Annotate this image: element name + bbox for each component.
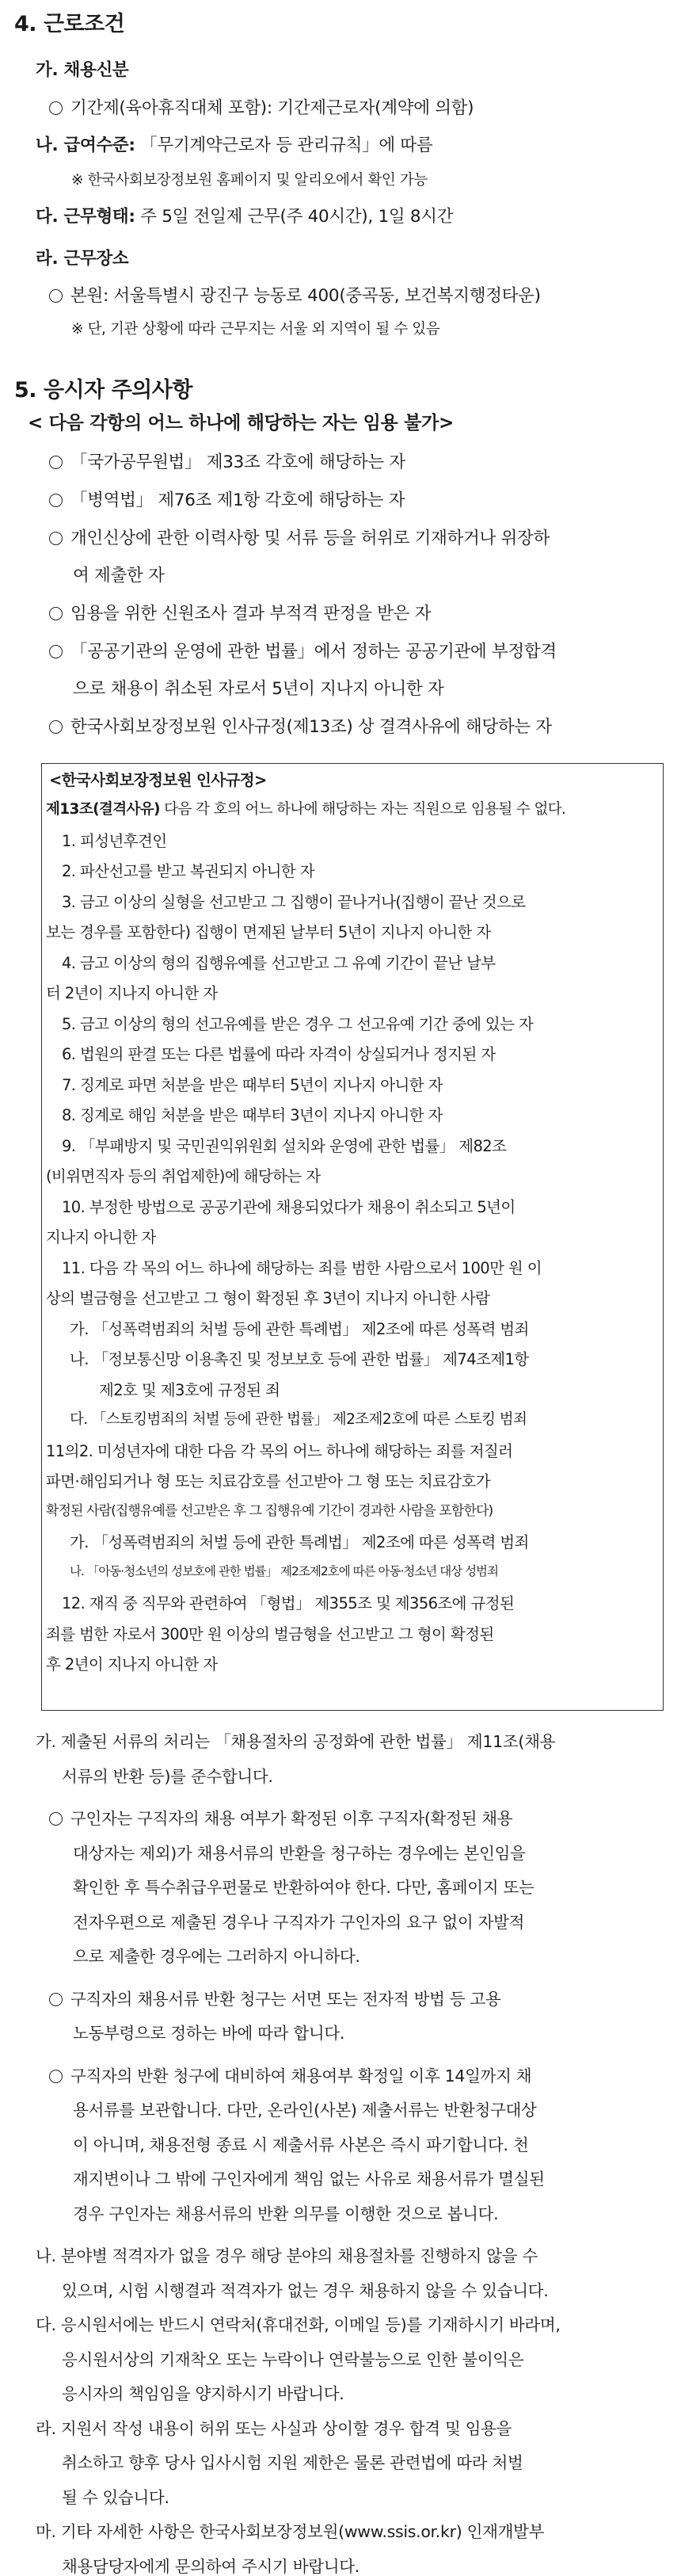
note-line: 마. 기타 자세한 사항은 한국사회보장정보원(www.ssis.or.kr) 인재개발부 bbox=[36, 2522, 545, 2541]
regulation-line: 나. 「정보통신망 이용촉진 및 정보보호 등에 관한 법률」 제74조제1항 bbox=[70, 1350, 529, 1368]
section-5-subtitle: < 다음 각항의 어느 하나에 해당하는 자는 임용 불가> bbox=[28, 413, 454, 433]
note-line: 으로 제출한 경우에는 그러하지 아니하다. bbox=[73, 1947, 360, 1966]
regulation-line: 11. 다음 각 목의 어느 하나에 해당하는 죄를 범한 사람으로서 100만 원 이 bbox=[62, 1259, 542, 1277]
note-line: 될 수 있습니다. bbox=[62, 2487, 169, 2507]
regulation-line: 7. 징계로 파면 처분을 받은 때부터 5년이 지나지 아니한 자 bbox=[62, 1076, 443, 1094]
regulation-line: 확정된 사람(집행유예를 선고받은 후 그 집행유예 기간이 경과한 사람을 포함한다) bbox=[46, 1503, 493, 1519]
circle-bullet-icon bbox=[49, 101, 63, 115]
regulation-line: 8. 징계로 해임 처분을 받은 때부터 3년이 지나지 아니한 자 bbox=[62, 1106, 443, 1124]
regulation-line: 후 2년이 지나지 아니한 자 bbox=[46, 1655, 218, 1673]
note-line: 응시원서상의 기재착오 또는 누락이나 연락불능으로 인한 불이익은 bbox=[62, 2349, 524, 2369]
regulation-line: 가. 「성폭력범죄의 처벌 등에 관한 특례법」 제2조에 따른 성폭력 범죄 bbox=[70, 1320, 529, 1338]
employment-status-item: 기간제(육아휴직대체 포함): 기간제근로자(계약에 의함) bbox=[49, 100, 474, 117]
regulation-line: 12. 재직 중 직무와 관련하여 「형법」 제355조 및 제356조에 규정된 bbox=[62, 1594, 515, 1612]
regulation-line: 다. 「스토킹범죄의 처벌 등에 관한 법률」 제2조제2호에 따른 스토킹 범죄 bbox=[70, 1411, 527, 1428]
note-line: 대상자는 제외)가 채용서류의 반환을 청구하는 경우에는 본인임을 bbox=[73, 1843, 526, 1863]
note-line: 구인자는 구직자의 채용 여부가 확정된 이후 구직자(확정된 채용 bbox=[49, 1811, 512, 1827]
regulation-line: 1. 피성년후견인 bbox=[62, 832, 167, 850]
regulation-line: 가. 「성폭력범죄의 처벌 등에 관한 특례법」 제2조에 따른 성폭력 범죄 bbox=[70, 1533, 529, 1551]
note-line: 다. 응시원서에는 반드시 연락처(휴대전화, 이메일 등)를 기재하시기 바라며, bbox=[36, 2315, 561, 2334]
regulation-title: <한국사회보장정보원 인사규정> bbox=[49, 771, 267, 789]
regulation-line: 11의2. 미성년자에 대한 다음 각 목의 어느 하나에 해당하는 죄를 저질러 bbox=[46, 1442, 513, 1460]
disqualification-item-cont: 으로 채용이 취소된 자로서 5년이 지나지 아니한 자 bbox=[73, 679, 444, 699]
regulation-line: 보는 경우를 포함한다) 집행이 면제된 날부터 5년이 지나지 아니한 자 bbox=[46, 923, 491, 941]
circle-bullet-icon bbox=[49, 1993, 63, 2006]
disqualification-item-cont: 여 제출한 자 bbox=[73, 566, 165, 586]
regulation-line: 9. 「부패방지 및 국민권익위원회 설치와 운영에 관한 법률」 제82조 bbox=[62, 1137, 507, 1155]
disqualification-item: 「병역법」 제76조 제1항 각호에 해당하는 자 bbox=[49, 492, 405, 509]
article-13-heading: 제13조(결격사유) 다음 각 호의 어느 하나에 해당하는 자는 직원으로 임용될 수 없다. bbox=[46, 801, 566, 818]
note-line: 라. 지원서 작성 내용이 허위 또는 사실과 상이할 경우 합격 및 임용을 bbox=[36, 2418, 512, 2438]
work-type: 다. 근무형태: 주 5일 전일제 근무(주 40시간), 1일 8시간 bbox=[36, 207, 454, 227]
regulation-line: 나. 「아동·청소년의 성보호에 관한 법률」 제2조제2호에 따른 아동·청소년 대상 성범죄 bbox=[70, 1564, 498, 1578]
circle-bullet-icon bbox=[49, 1812, 63, 1826]
note-line: 있으며, 시험 시행결과 적격자가 없는 경우 채용하지 않을 수 있습니다. bbox=[62, 2280, 549, 2300]
regulation-line: 상의 벌금형을 선고받고 그 형이 확정된 후 3년이 지나지 아니한 사람 bbox=[46, 1289, 490, 1307]
regulation-line: 5. 금고 이상의 형의 선고유예를 받은 경우 그 선고유예 기간 중에 있는 자 bbox=[62, 1015, 534, 1033]
note-line: 확인한 후 특수취급우편물로 반환하여야 한다. 다만, 홈페이지 또는 bbox=[73, 1878, 535, 1897]
disqualification-item: 「공공기관의 운영에 관한 법률」에서 정하는 공공기관에 부정합격 bbox=[49, 643, 557, 661]
section-4-title: 4. 근로조건 bbox=[14, 12, 125, 36]
circle-bullet-icon bbox=[49, 645, 63, 658]
work-location-label: 라. 근무장소 bbox=[36, 249, 129, 269]
regulation-line: 파면·해임되거나 형 또는 치료감호를 선고받아 그 형 또는 치료감호가 bbox=[46, 1472, 491, 1490]
regulation-line: 6. 법원의 판결 또는 다른 법률에 따라 자격이 상실되거나 정지된 자 bbox=[62, 1045, 496, 1063]
note-line: 구직자의 채용서류 반환 청구는 서면 또는 전자적 방법 등 고용 bbox=[49, 1991, 501, 2008]
note-line: 서류의 반환 등)를 준수합니다. bbox=[62, 1766, 273, 1786]
work-location-note: ※ 단, 기관 상황에 따라 근무지는 서울 외 지역이 될 수 있음 bbox=[71, 321, 440, 338]
circle-bullet-icon bbox=[49, 494, 63, 507]
regulation-line: 10. 부정한 방법으로 공공기관에 채용되었다가 채용이 취소되고 5년이 bbox=[62, 1198, 516, 1216]
circle-bullet-icon bbox=[49, 720, 63, 734]
note-line: 취소하고 향후 당사 입사시험 지원 제한은 물론 관련법에 따라 처벌 bbox=[62, 2453, 523, 2472]
note-line: 경우 구인자는 채용서류의 반환 의무를 이행한 것으로 봅니다. bbox=[73, 2204, 499, 2223]
regulation-line: 제2호 및 제3호에 규정된 죄 bbox=[99, 1381, 280, 1399]
work-location-item: 본원: 서울특별시 광진구 능동로 400(중곡동, 보건복지행정타운) bbox=[49, 288, 541, 305]
regulation-line: 지나지 아니한 자 bbox=[46, 1228, 156, 1246]
disqualification-item: 한국사회보장정보원 인사규정(제13조) 상 결격사유에 해당하는 자 bbox=[49, 719, 552, 736]
note-line: 응시자의 책임임을 양지하시기 바랍니다. bbox=[62, 2384, 344, 2403]
regulation-line: 죄를 범한 자로서 300만 원 이상의 벌금형을 선고받고 그 형이 확정된 bbox=[46, 1625, 494, 1643]
note-line: 가. 제출된 서류의 처리는 「채용절차의 공정화에 관한 법률」 제11조(채용 bbox=[36, 1732, 556, 1751]
note-line: 나. 분야별 적격자가 없을 경우 해당 분야의 채용절차를 진행하지 않을 수 bbox=[36, 2246, 538, 2265]
circle-bullet-icon bbox=[49, 607, 63, 620]
note-line: 구직자의 반환 청구에 대비하여 채용여부 확정일 이후 14일까지 채 bbox=[49, 2068, 531, 2085]
note-line: 전자우편으로 제출된 경우나 구직자가 구인자의 요구 없이 자발적 bbox=[73, 1912, 525, 1932]
salary-note: ※ 한국사회보장정보원 홈페이지 및 알리오에서 확인 가능 bbox=[71, 172, 428, 189]
disqualification-item: 개인신상에 관한 이력사항 및 서류 등을 허위로 기재하거나 위장하 bbox=[49, 530, 550, 548]
circle-bullet-icon bbox=[49, 532, 63, 545]
disqualification-item: 「국가공무원법」 제33조 각호에 해당하는 자 bbox=[49, 454, 405, 471]
regulation-line: (비위면직자 등의 취업제한)에 해당하는 자 bbox=[46, 1167, 321, 1185]
regulation-line: 터 2년이 지나지 아니한 자 bbox=[46, 984, 218, 1002]
regulation-line: 2. 파산선고를 받고 복권되지 아니한 자 bbox=[62, 862, 314, 880]
note-line: 용서류를 보관합니다. 다만, 온라인(사본) 제출서류는 반환청구대상 bbox=[73, 2101, 537, 2120]
circle-bullet-icon bbox=[49, 2070, 63, 2083]
employment-status-label: 가. 채용신분 bbox=[36, 60, 129, 80]
regulation-line: 4. 금고 이상의 형의 집행유예를 선고받고 그 유예 기간이 끝난 날부 bbox=[62, 954, 496, 972]
note-line: 재지변이나 그 밖에 구인자에게 책임 없는 사유로 채용서류가 멸실된 bbox=[73, 2170, 545, 2189]
disqualification-item: 임용을 위한 신원조사 결과 부적격 판정을 받은 자 bbox=[49, 605, 431, 623]
note-line: 채용담당자에게 문의하여 주시기 바랍니다. bbox=[62, 2556, 360, 2576]
section-5-title: 5. 응시자 주의사항 bbox=[14, 378, 192, 403]
note-line: 노동부령으로 정하는 바에 따라 합니다. bbox=[73, 2024, 345, 2043]
salary-level: 나. 급여수준: 「무기계약근로자 등 관리규칙」에 따름 bbox=[36, 135, 433, 155]
regulation-line: 3. 금고 이상의 실형을 선고받고 그 집행이 끝나거나(집행이 끝난 것으로 bbox=[62, 893, 526, 911]
circle-bullet-icon bbox=[49, 456, 63, 469]
note-line: 이 아니며, 채용전형 종료 시 제출서류 사본은 즉시 파기합니다. 천 bbox=[73, 2135, 529, 2154]
circle-bullet-icon bbox=[49, 289, 63, 303]
